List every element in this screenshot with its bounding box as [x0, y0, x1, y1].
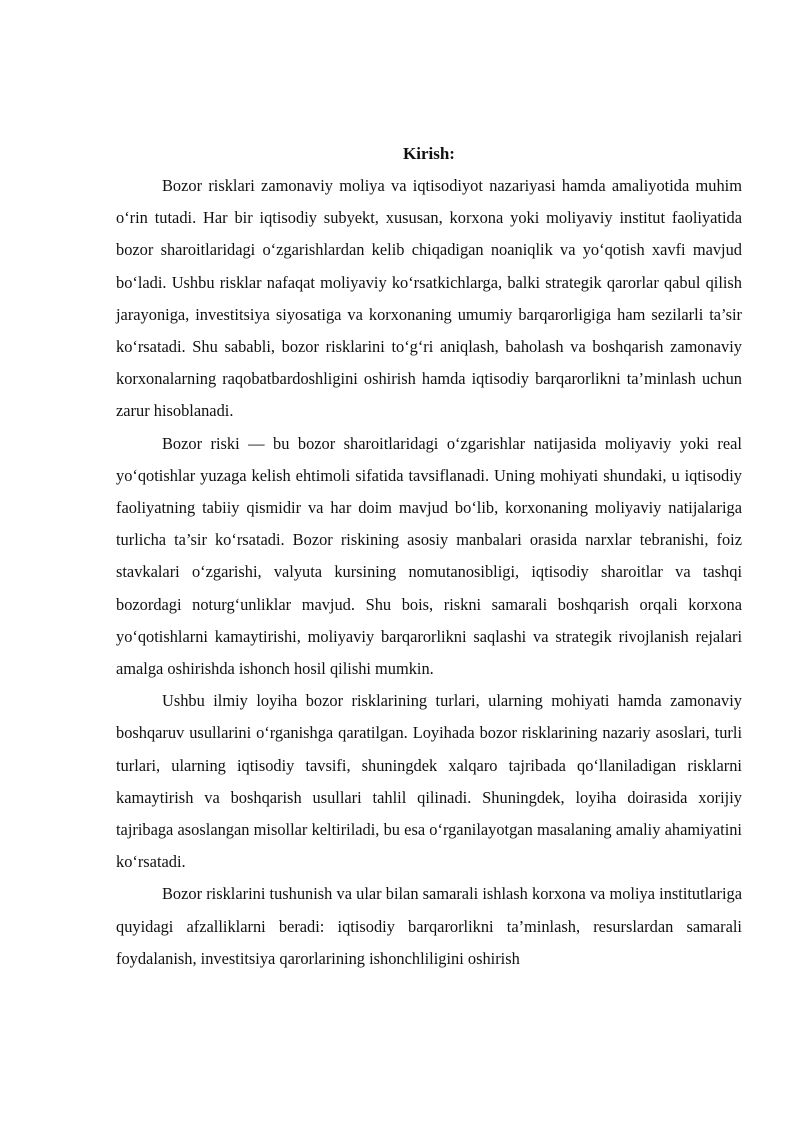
paragraph-4: Bozor risklarini tushunish va ular bilan samarali ishlash korxona va moliya institutlariga quyidagi afzalliklarni beradi: iqtisodiy barqarorlikni ta’minlash, resurslardan samarali foydalanish, investitsiya qarorlarining ishonchliligini oshirish	[116, 884, 742, 968]
paragraph-2: Bozor riski — bu bozor sharoitlaridagi o‘zgarishlar natijasida moliyaviy yoki real yo‘qotishlar yuzaga kelish ehtimoli sifatida tavsiflanadi. Uning mohiyati shundaki, u iqtisodiy faoliyatning tabiiy qismidir va har doim mavjud bo‘lib, korxonaning moliyaviy natijalariga turlicha ta’sir ko‘rsatadi. Bozor riskining asosiy manbalari orasida narxlar tebranishi, foiz stavkalari o‘zgarishi, valyuta kursining nomutanosibligi, iqtisodiy sharoitlar va tashqi bozordagi noturg‘unliklar mavjud. Shu bois, riskni samarali boshqarish orqali korxona yo‘qotishlarni kamaytirishi, moliyaviy barqarorlikni saqlashi va strategik rivojlanish rejalari amalga oshirishda ishonch hosil qilishi mumkin.	[116, 433, 742, 679]
document-page	[116, 141, 742, 975]
paragraph-1: Bozor risklari zamonaviy moliya va iqtisodiyot nazariyasi hamda amaliyotida muhim o‘rin tutadi. Har bir iqtisodiy subyekt, xususan, korxona yoki moliyaviy institut faoliyatida bozor sharoitlaridagi o‘zgarishlardan kelib chiqadigan noaniqlik va yo‘qotish xavfi mavjud bo‘ladi. Ushbu risklar nafaqat moliyaviy ko‘rsatkichlarga, balki strategik qarorlar qabul qilish jarayoniga, investitsiya siyosatiga va korxonaning umumiy barqarorligiga ham sezilarli ta’sir ko‘rsatadi. Shu sababli, bozor risklarini to‘g‘ri aniqlash, baholash va boshqarish zamonaviy korxonalarning raqobatbardoshligini oshirish hamda iqtisodiy barqarorlikni ta’minlash uchun zarur hisoblanadi.	[116, 176, 742, 421]
document-heading: Kirish:	[403, 144, 455, 163]
paragraph-3: Ushbu ilmiy loyiha bozor risklarining turlari, ularning mohiyati hamda zamonaviy boshqaruv usullarini o‘rganishga qaratilgan. Loyihada bozor risklarining nazariy asoslari, turli turlari, ularning iqtisodiy tavsifi, shuningdek xalqaro tajribada qo‘llaniladigan risklarni kamaytirish va boshqarish usullari tahlil qilinadi. Shuningdek, loyiha doirasida xorijiy tajribaga asoslangan misollar keltiriladi, bu esa o‘rganilayotgan masalaning amaliy ahamiyatini ko‘rsatadi.	[116, 691, 742, 872]
